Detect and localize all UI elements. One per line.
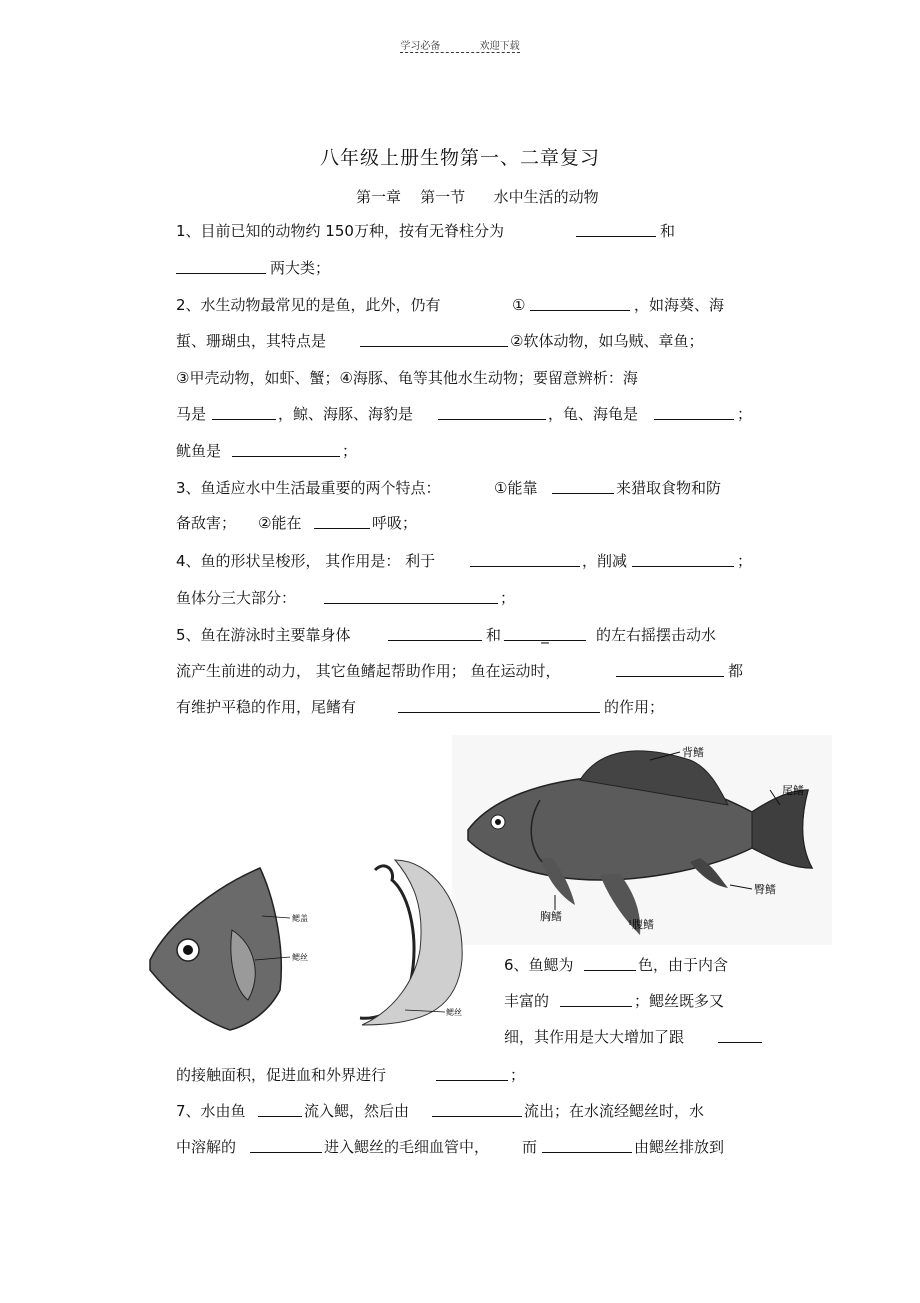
q3-line2-a: 备敌害； [176,514,237,532]
blank-q6-d[interactable] [436,1064,508,1087]
blank-q6-a[interactable] [584,954,636,977]
q2-line4-c: ，龟、海龟是 [548,405,639,423]
q4-line2-a: 鱼体分三大部分： [176,589,297,607]
label-dorsal: 背鳍 [682,746,704,759]
q5-line1-a: 5、鱼在游泳时主要靠身体 [176,626,351,644]
label-pectoral: 胸鳍 [540,910,562,923]
fish-diagram [452,735,832,945]
q5-line3-b: 的作用； [604,698,665,716]
q5-line2-a: 流产生前进的动力， 其它鱼鳍起帮助作用； 鱼在运动时， [176,662,561,680]
q4-line2-b: ； [500,589,516,607]
q5-line3-a: 有维护平稳的作用，尾鳍有 [176,698,357,716]
label-pelvic: 腹鳍 [632,918,654,931]
q2-circle1: ① [512,296,526,314]
q7-line1-c: 流出；在水流经鳃丝时，水 [524,1102,705,1120]
label-anal: 臀鳍 [754,883,776,896]
q2-line2-end: ②软体动物，如乌贼、章鱼； [510,332,704,350]
q4-line1-a: 4、鱼的形状呈梭形， 其作用是： 利于 [176,552,436,570]
label-tail: 尾鳍 [782,784,804,797]
q4-line1-b: ，削减 [582,552,628,570]
q7-line2-b: 进入鳃丝的毛细血管中， [324,1138,490,1156]
q1-and: 和 [660,222,676,240]
header-right: 欢迎下载 [479,41,520,52]
label-arch-filament: 鳃丝 [446,1008,462,1017]
q3-line2-c: 呼吸； [372,514,418,532]
q4-line1-c: ； [737,552,753,570]
blank-q7-a[interactable] [258,1100,302,1123]
q2-line5-a: 鱿鱼是 [176,442,222,460]
q3-line2-b: ②能在 [258,514,302,532]
blank-q7-d[interactable] [542,1136,632,1159]
fish-pupil [495,819,501,825]
q5-line1-b: 和 [486,626,502,644]
q2-line4-d: ； [737,405,753,423]
q5-line1-c: 的左右摇摆击动水 [596,626,717,644]
q2-line1: 2、水生动物最常见的是鱼，此外，仍有 [176,296,441,314]
fish-head-pupil [183,945,193,955]
q6-line4-b: ； [510,1066,526,1084]
q3-line1-b: ①能靠 [494,479,538,497]
q2-line3: ③甲壳动物，如虾、蟹；④海豚、龟等其他水生动物；要留意辨析：海 [176,369,638,387]
q7-line1-b: 流入鳃，然后由 [304,1102,410,1120]
q2-line5-b: ； [342,442,358,460]
gill-arch-diagram [360,860,462,1025]
blank-q6-b[interactable] [560,990,632,1013]
fish-head-shape [150,868,281,1030]
q6-line1-a: 6、鱼鳃为 [504,956,574,974]
q6-line2-a: 丰富的 [504,992,550,1010]
q3-line1-a: 3、鱼适应水中生活最重要的两个特点： [176,479,441,497]
q6-line4-a: 的接触面积，促进血和外界进行 [176,1066,387,1084]
q2-line4-b: ，鲸、海豚、海豹是 [278,405,414,423]
q2-line4-a: 马是 [176,405,207,423]
gill-filaments [362,860,462,1025]
q2-line2: 蜇、珊瑚虫，其特点是 [176,332,327,350]
q1-end: 两大类； [270,259,331,277]
q6-line1-b: 色，由于内含 [638,956,729,974]
label-filament: 鳃丝 [292,953,308,962]
section-subtitle: 第一章 第一节 水中生活的动物 [356,188,599,206]
q7-line2-a: 中溶解的 [176,1138,237,1156]
q5-line2-b: 都 [728,662,744,680]
q7-line2-d: 由鳃丝排放到 [634,1138,725,1156]
q1-line1: 1、目前已知的动物约 150万种，按有无脊柱分为 [176,222,504,240]
q7-line1-a: 7、水由鱼 [176,1102,246,1120]
fish-head-diagram [150,868,308,1030]
q3-line1-c: 来猎取食物和防 [616,479,722,497]
page-title: 八年级上册生物第一、二章复习 [319,147,600,169]
blank-q7-c[interactable] [250,1136,322,1159]
q6-line2-b: ；鳃丝既多又 [634,992,725,1010]
q2-line1-end: ，如海葵、海 [634,296,725,314]
header-left: 学习必备 [400,41,441,52]
blank-q6-c[interactable] [718,1026,762,1049]
blank-q7-b[interactable] [432,1100,522,1123]
blank-q5-b[interactable]: _ [504,624,586,646]
label-operculum: 鳃盖 [292,914,308,923]
q7-line2-c: 而 [522,1138,538,1156]
q6-line3: 细，其作用是大大增加了跟 [504,1028,685,1046]
